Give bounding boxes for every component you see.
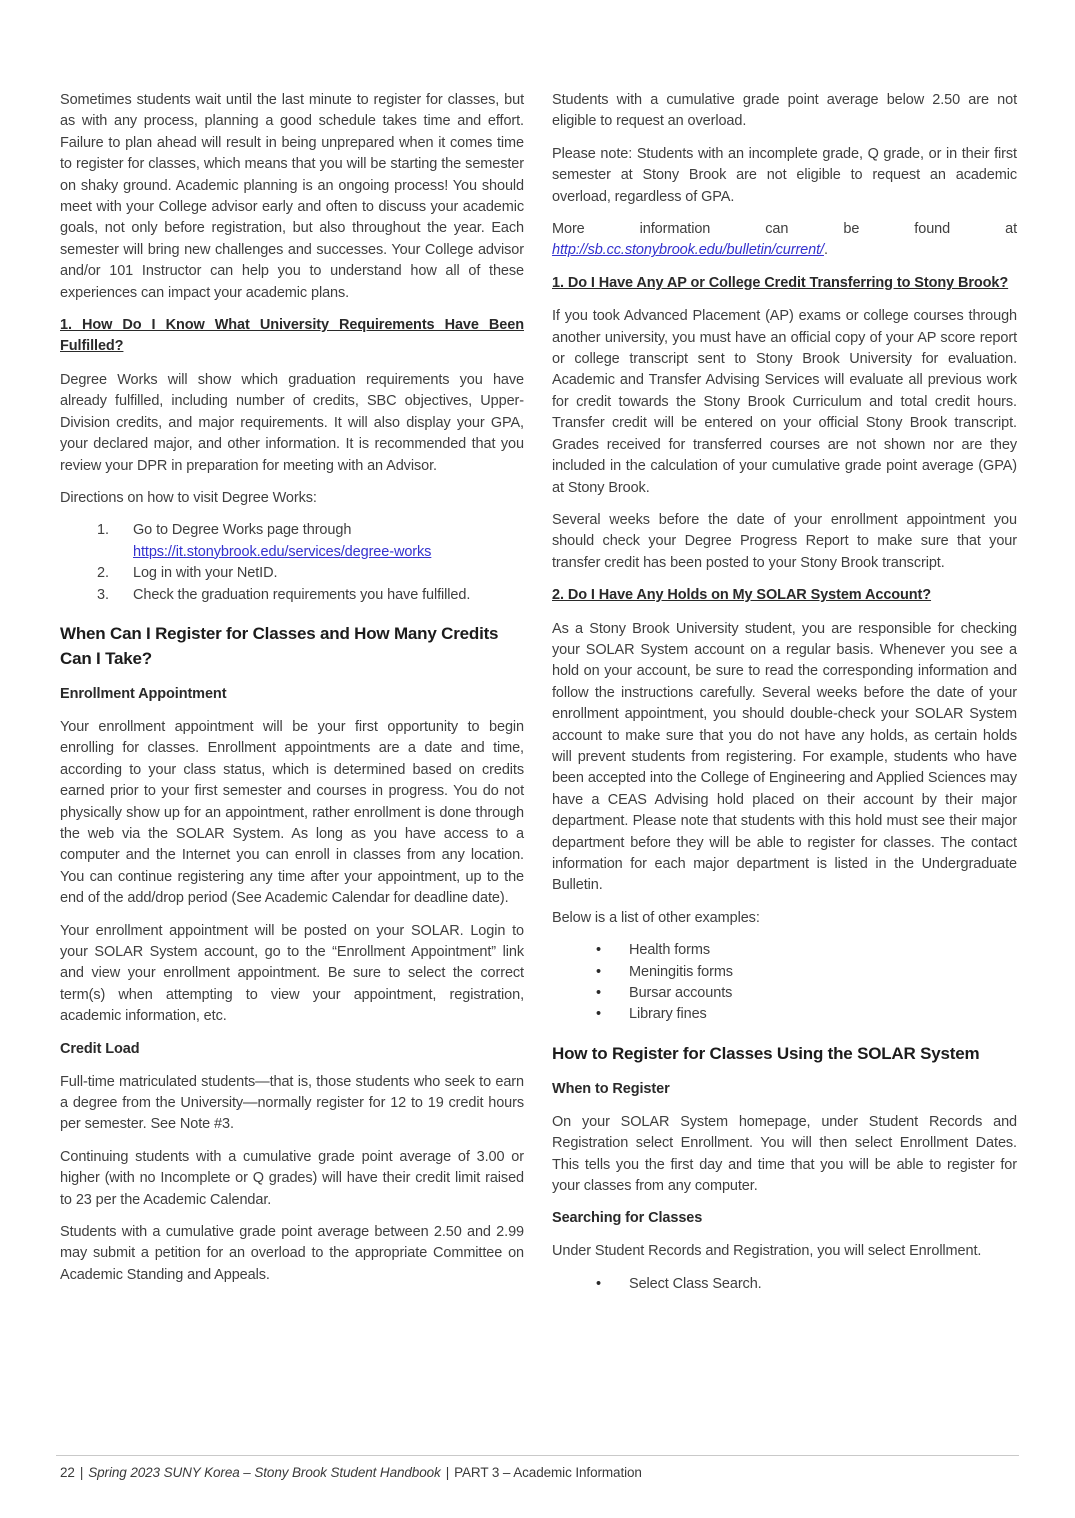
list-item — [60, 520, 524, 563]
footer-separator: | — [79, 1465, 84, 1480]
right-column — [552, 90, 1017, 1306]
search-steps-list — [552, 1274, 1017, 1295]
paragraph-below-list: Below is a list of other examples: — [552, 909, 760, 926]
paragraph-enrollment-2: Your enrollment appointment will be posted on your SOLAR. Login to your SOLAR System account, go to the “Enrollment Appointment” link and view your enrollment appointment. Be sure to select the correct term(s) when attempting to view your appointment, registration, academic information, etc. — [60, 922, 524, 1025]
paragraph-directions: Directions on how to visit Degree Works: — [60, 489, 317, 506]
list-item — [552, 1004, 1017, 1025]
list-item-number: 3. — [97, 586, 109, 603]
paragraph-ap-credit: If you took Advanced Placement (AP) exams or college courses through another university, you must have an official copy of your AP score report or college transcript sent to Stony Brook University for evaluation. Academic and Transfer Advising Services will evaluate all previous work for credit towards the Stony Brook Curriculum and total credit hours. Transfer credit will be entered on your official Stony Brook transcript. Grades received for transferred courses are not shown nor are they included in the calculation of your cumulative grade point average (GPA) at Stony Brook. — [552, 308, 1017, 496]
paragraph-intro: Sometimes students wait until the last minute to register for classes, but as with any process, planning a good schedule takes time and effort. Failure to plan ahead will result in being unprepared when it comes time to register for classes, which means that you will be starting the semester on shaky ground. Academic planning is an ongoing process! You should meet with your College advisor early and often to discuss your academic goals, not only before registration, but also throughout the year. Each semester will bring new challenges and successes. Your College advisor and/or 101 Instructor can help you to understand how all of these experiences can impact your academic plans. — [60, 92, 524, 301]
heading-credit-load: Credit Load — [60, 1040, 140, 1057]
list-item — [552, 940, 1017, 961]
list-item-text: • Library fines — [629, 1006, 707, 1023]
left-column — [60, 90, 524, 1306]
paragraph-credit-3: Students with a cumulative grade point average between 2.50 and 2.99 may submit a petition for an overload to the appropriate Committee on Academic Standing and Appeals. — [60, 1224, 524, 1283]
list-item-text: • Meningitis forms — [629, 963, 733, 980]
list-item — [60, 585, 524, 606]
list-item-text: • Health forms — [629, 942, 710, 959]
more-info-period: . — [823, 242, 828, 259]
list-item — [552, 1274, 1017, 1295]
footer-page-number: 22 — [60, 1465, 75, 1480]
list-item-text: • Select Class Search. — [629, 1275, 762, 1292]
paragraph-please-note: Please note: Students with an incomplete grade, Q grade, or in their first semester at Stony Brook are not eligible to request an academic overload, regardless of GPA. — [552, 145, 1017, 205]
paragraph-below-250: Students with a cumulative grade point average below 2.50 are not eligible to request an overload. — [552, 92, 1017, 130]
list-item-text: • Bursar accounts — [629, 985, 733, 1002]
heading-when-can-i-register: When Can I Register for Classes and How Many Credits Can I Take? — [60, 623, 499, 668]
paragraph-holds: As a Stony Brook University student, you are responsible for checking your SOLAR System account on a regular basis. Whenever you see a hold on your account, be sure to read the corresponding information and follow the instructions carefully. Several weeks before the date of your enrollment appointment, you should double-check your SOLAR System account to make sure that you do not have any holds, as certain holds will prevent students from registering. For example, students who have been accepted into the College of Engineering and Applied Sciences may have a CEAS Advising hold placed on their account by their major department. Please note that students with this hold must see their major department before they will be able to register for classes. The contact information for each major department is listed in the Undergraduate Bulletin. — [552, 620, 1017, 894]
list-item-number: 1. — [97, 522, 109, 539]
heading-university-requirements: 1. How Do I Know What University Requirements Have Been Fulfilled? — [60, 317, 524, 355]
paragraph-when-to-register: On your SOLAR System homepage, under Student Records and Registration select Enrollment. You will then select Enrollment Dates. This tells you the first day and time that you will be able to register for your classes from any computer. — [552, 1113, 1017, 1195]
list-item-text: Log in with your NetID. — [133, 565, 278, 582]
degree-works-steps-list — [60, 520, 524, 606]
bulletin-link[interactable]: http://sb.cc.stonybrook.edu/bulletin/current/ — [552, 242, 824, 259]
heading-when-to-register: When to Register — [552, 1080, 670, 1097]
list-item — [60, 563, 524, 584]
list-item — [552, 983, 1017, 1004]
heading-enrollment-appointment: Enrollment Appointment — [60, 685, 227, 702]
paragraph-several-weeks: Several weeks before the date of your enrollment appointment you should check your Degree Progress Report to make sure that your transfer credit has been posted to your Stony Brook transcript. — [552, 511, 1017, 571]
degree-works-link[interactable]: https://it.stonybrook.edu/services/degree-works — [133, 543, 432, 560]
paragraph-degree-works: Degree Works will show which graduation requirements you have already fulfilled, including number of credits, SBC objectives, Upper-Division credits, and major requirements. It will also display your GPA, your declared major, and other information. It is recommended that you review your DPR in preparation for meeting with an Advisor. — [60, 371, 524, 474]
list-item-body — [133, 520, 524, 563]
paragraph-searching: Under Student Records and Registration, you will select Enrollment. — [552, 1243, 982, 1260]
heading-how-to-register: How to Register for Classes Using the SOLAR System — [552, 1043, 980, 1063]
paragraph-credit-1: Full-time matriculated students—that is, those students who seek to earn a degree from the University—normally register for 12 to 19 credit hours per semester. See Note #3. — [60, 1073, 524, 1133]
footer-divider — [56, 1455, 1019, 1456]
list-item — [552, 962, 1017, 983]
heading-ap-college-credit: 1. Do I Have Any AP or College Credit Transferring to Stony Brook? — [552, 274, 1009, 291]
hold-examples-list — [552, 940, 1017, 1026]
paragraph-credit-2: Continuing students with a cumulative grade point average of 3.00 or higher (with no Incomplete or Q grades) will have their credit limit raised to 23 per the Academic Calendar. — [60, 1148, 524, 1208]
more-info-text: More information can be found at — [552, 221, 1017, 238]
footer-separator: | — [445, 1465, 450, 1480]
footer-part-label: PART 3 – Academic Information — [454, 1465, 642, 1480]
list-item-number: 2. — [97, 565, 109, 582]
list-item-text: Go to Degree Works page through — [133, 522, 352, 539]
list-item-text: Check the graduation requirements you have fulfilled. — [133, 586, 471, 603]
heading-solar-holds: 2. Do I Have Any Holds on My SOLAR System Account? — [552, 587, 932, 604]
paragraph-enrollment-1: Your enrollment appointment will be your first opportunity to begin enrolling for classes. Enrollment appointments are a date and time, according to your class status, which is determined based on credits earned prior to your first semester and courses in progress. You do not physically show up for an appointment, rather enrollment is done through the web via the SOLAR System. As long as you have access to a computer and the Internet you can enroll in classes from any location. You can continue registering any time after your appointment, up to the end of the add/drop period (See Academic Calendar for deadline date). — [60, 718, 524, 907]
footer-handbook-title: Spring 2023 SUNY Korea – Stony Brook Student Handbook — [88, 1465, 441, 1480]
heading-searching-for-classes: Searching for Classes — [552, 1210, 703, 1227]
two-column-layout — [60, 90, 1017, 1306]
paragraph-more-info — [552, 219, 1017, 262]
footer — [60, 1463, 642, 1483]
